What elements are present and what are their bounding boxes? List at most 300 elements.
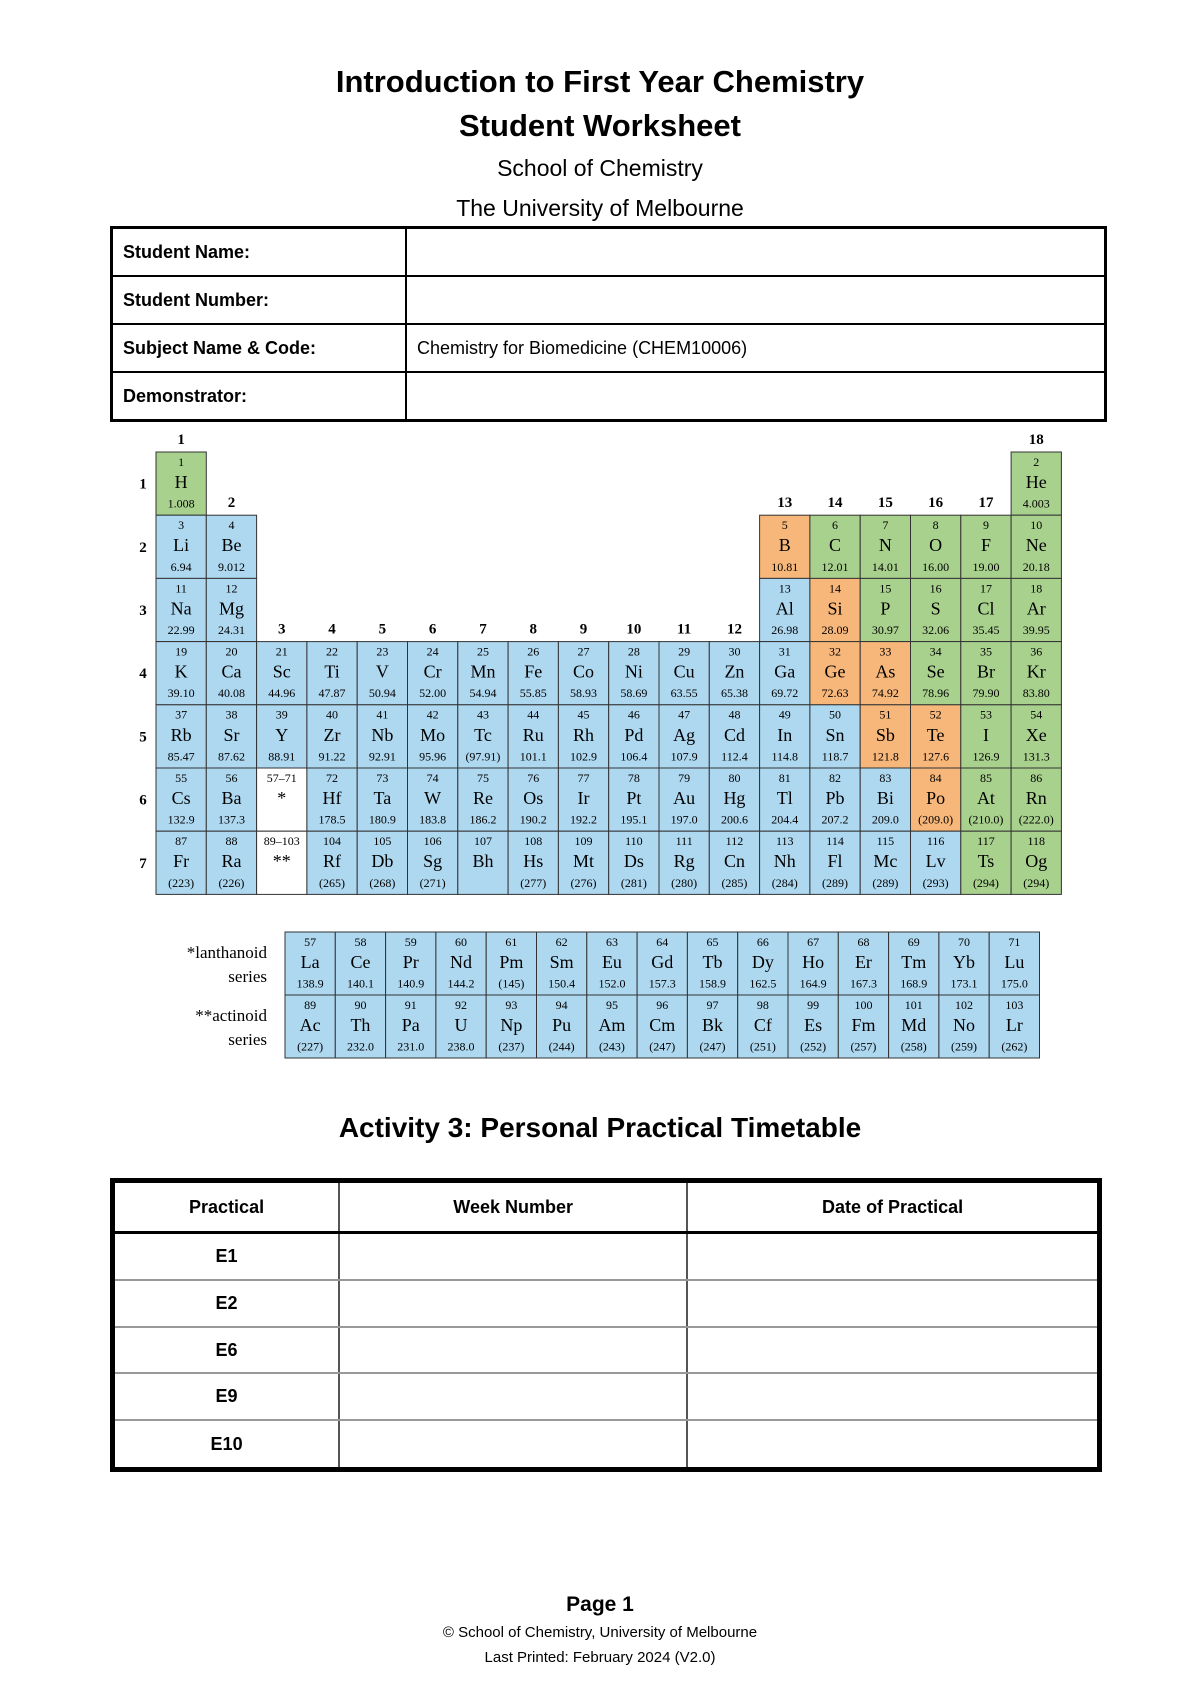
element-symbol: Xe <box>1025 724 1047 745</box>
atomic-mass: (237) <box>498 1039 525 1054</box>
atomic-number: 21 <box>275 644 288 659</box>
element-symbol: H <box>174 472 188 493</box>
element-symbol: Mt <box>573 851 595 872</box>
group-label: 16 <box>928 495 944 512</box>
atomic-mass: 162.5 <box>749 976 777 991</box>
group-label: 6 <box>428 621 437 638</box>
element-symbol: Cd <box>723 724 745 745</box>
student-number-field[interactable] <box>406 276 1106 324</box>
atomic-mass: 83.80 <box>1022 686 1050 701</box>
atomic-mass: 14.01 <box>871 559 899 574</box>
period-label: 4 <box>139 666 147 683</box>
element-symbol: Li <box>173 535 190 556</box>
atomic-mass: (222.0) <box>1018 812 1054 827</box>
element-symbol: Mo <box>420 724 446 745</box>
atomic-number: 104 <box>323 834 342 849</box>
atomic-mass: 22.99 <box>167 623 195 638</box>
atomic-number: 60 <box>455 934 468 949</box>
atomic-number: 31 <box>778 644 791 659</box>
last-printed-text: Last Printed: February 2024 (V2.0) <box>484 1649 716 1666</box>
atomic-number: 23 <box>376 644 389 659</box>
element-symbol: Fm <box>851 1014 876 1035</box>
atomic-number: 114 <box>826 834 844 849</box>
atomic-number: 40 <box>326 707 339 722</box>
atomic-mass: 92.91 <box>368 749 396 764</box>
atomic-number: 51 <box>879 707 892 722</box>
element-symbol: Nd <box>450 951 473 972</box>
atomic-mass: 101.1 <box>519 749 547 764</box>
element-symbol: Nh <box>773 851 796 872</box>
atomic-mass: 6.94 <box>170 559 192 574</box>
element-symbol: Ru <box>522 724 544 745</box>
element-symbol: Pr <box>402 951 419 972</box>
atomic-mass: 232.0 <box>346 1039 374 1054</box>
element-symbol: Ac <box>299 1014 321 1035</box>
element-symbol: As <box>875 661 896 682</box>
element-symbol: Tm <box>901 951 927 972</box>
atomic-mass: 16.00 <box>922 559 950 574</box>
atomic-number: 41 <box>376 707 389 722</box>
atomic-mass: 30.97 <box>871 623 899 638</box>
column-header-week: Week Number <box>339 1181 687 1233</box>
atomic-number: 72 <box>326 770 339 785</box>
atomic-number: 76 <box>527 770 540 785</box>
atomic-number: 3 <box>178 518 185 533</box>
atomic-number: 47 <box>678 707 691 722</box>
group-label: 15 <box>877 495 893 512</box>
atomic-number: 87 <box>175 834 188 849</box>
group-label: 18 <box>1028 432 1044 448</box>
atomic-mass: 78.96 <box>922 686 950 701</box>
element-symbol: F <box>980 535 991 556</box>
element-symbol: K <box>174 661 188 682</box>
table-row <box>113 1233 1100 1281</box>
atomic-number: 32 <box>829 644 842 659</box>
info-row-subject <box>112 324 1106 372</box>
group-label: 5 <box>378 621 387 638</box>
element-symbol: Be <box>221 535 242 556</box>
element-symbol: Tb <box>702 951 723 972</box>
element-symbol: Eu <box>601 951 622 972</box>
atomic-number: 63 <box>605 934 618 949</box>
atomic-number: 26 <box>527 644 540 659</box>
timetable-header-row <box>113 1181 1100 1233</box>
table-row <box>113 1420 1100 1470</box>
atomic-mass: 231.0 <box>397 1039 425 1054</box>
atomic-mass: (251) <box>749 1039 776 1054</box>
info-label: Student Number: <box>112 276 407 324</box>
atomic-mass: 118.7 <box>821 749 849 764</box>
university-name: The University of Melbourne <box>456 195 744 221</box>
element-symbol: He <box>1025 472 1047 493</box>
element-symbol: V <box>375 661 389 682</box>
atomic-number: 70 <box>958 934 971 949</box>
element-symbol: Bk <box>702 1014 724 1035</box>
atomic-number: 2 <box>1033 454 1040 469</box>
atomic-mass: 69.72 <box>771 686 799 701</box>
atomic-mass: 85.47 <box>167 749 195 764</box>
atomic-number: 85 <box>979 770 992 785</box>
element-symbol: Bi <box>876 788 894 809</box>
element-symbol: Re <box>472 788 493 809</box>
atomic-mass: 190.2 <box>519 812 547 827</box>
atomic-number: 50 <box>829 707 842 722</box>
practical-code: E2 <box>113 1280 340 1327</box>
atomic-number: 8 <box>932 518 939 533</box>
atomic-mass: 40.08 <box>217 686 245 701</box>
element-symbol: Es <box>804 1014 823 1035</box>
atomic-number: 109 <box>574 834 593 849</box>
actinoid-series-label: **actinoid <box>195 1006 267 1025</box>
element-symbol: Rn <box>1025 788 1047 809</box>
atomic-number: 9 <box>982 518 989 533</box>
atomic-number: 38 <box>225 707 238 722</box>
atomic-mass: 144.2 <box>447 976 475 991</box>
atomic-mass: 65.38 <box>720 686 748 701</box>
atomic-number: 66 <box>756 934 769 949</box>
atomic-number: 67 <box>807 934 820 949</box>
element-symbol: Rf <box>323 851 342 872</box>
atomic-number: 83 <box>879 770 892 785</box>
atomic-mass: 32.06 <box>922 623 950 638</box>
group-label: 2 <box>227 495 236 512</box>
atomic-mass: 35.45 <box>972 623 1000 638</box>
date-cell[interactable] <box>687 1327 1099 1374</box>
atomic-number: 33 <box>879 644 892 659</box>
period-label: 5 <box>139 729 147 746</box>
group-label: 7 <box>479 621 487 638</box>
atomic-mass: (281) <box>620 875 647 890</box>
atomic-number: 98 <box>756 997 769 1012</box>
element-symbol: O <box>929 535 943 556</box>
atomic-mass: 126.9 <box>972 749 1000 764</box>
info-label: Student Name: <box>112 228 407 277</box>
element-symbol: Hf <box>322 788 342 809</box>
element-symbol: Ds <box>623 851 644 872</box>
atomic-number: 17 <box>979 581 992 596</box>
atomic-mass: (262) <box>1001 1039 1028 1054</box>
table-row <box>113 1327 1100 1374</box>
element-symbol: Kr <box>1026 661 1046 682</box>
atomic-mass: 24.31 <box>217 623 245 638</box>
element-symbol: U <box>454 1014 468 1035</box>
atomic-mass: 28.09 <box>821 623 849 638</box>
atomic-number: 25 <box>476 644 489 659</box>
atomic-number: 84 <box>929 770 942 785</box>
atomic-number: 48 <box>728 707 741 722</box>
atomic-mass: 195.1 <box>620 812 648 827</box>
element-symbol: Ir <box>577 788 590 809</box>
element-symbol: Cf <box>753 1014 772 1035</box>
date-cell[interactable] <box>687 1420 1099 1470</box>
atomic-mass: 44.96 <box>268 686 296 701</box>
atomic-number: 12 <box>225 581 238 596</box>
element-symbol: Bh <box>472 851 494 872</box>
atomic-mass: 197.0 <box>670 812 698 827</box>
atomic-mass: 74.92 <box>871 686 899 701</box>
atomic-mass: 55.85 <box>519 686 547 701</box>
atomic-number: 78 <box>627 770 640 785</box>
atomic-mass: 150.4 <box>548 976 576 991</box>
atomic-number: 13 <box>778 581 791 596</box>
atomic-mass: 63.55 <box>670 686 698 701</box>
document-header <box>0 60 1200 228</box>
element-symbol: Ga <box>774 661 796 682</box>
element-symbol: Ta <box>373 788 392 809</box>
atomic-mass: 132.9 <box>167 812 195 827</box>
element-symbol: Ca <box>221 661 242 682</box>
info-row-demonstrator <box>112 372 1106 421</box>
element-symbol: Db <box>371 851 394 872</box>
date-cell[interactable] <box>687 1280 1099 1327</box>
element-symbol: Cs <box>171 788 191 809</box>
element-symbol: Pd <box>624 724 644 745</box>
atomic-number: 95 <box>605 997 618 1012</box>
atomic-number: 81 <box>778 770 791 785</box>
element-symbol: N <box>878 535 892 556</box>
element-symbol: Ce <box>350 951 371 972</box>
element-symbol: Ag <box>673 724 696 745</box>
atomic-number: 96 <box>656 997 669 1012</box>
atomic-mass: 138.9 <box>296 976 324 991</box>
atomic-mass: (294) <box>1023 875 1050 890</box>
group-label: 1 <box>177 432 185 448</box>
group-label: 8 <box>529 621 537 638</box>
week-number-cell[interactable] <box>339 1327 687 1374</box>
date-cell[interactable] <box>687 1373 1099 1420</box>
document-title: Introduction to First Year Chemistry <box>335 64 865 99</box>
atomic-mass: 79.90 <box>972 686 1000 701</box>
element-symbol: Si <box>827 598 843 619</box>
atomic-mass: (280) <box>671 875 698 890</box>
atomic-mass: (252) <box>800 1039 827 1054</box>
info-label: Subject Name & Code: <box>112 324 407 372</box>
atomic-mass: 200.6 <box>720 812 748 827</box>
atomic-mass: (145) <box>498 976 525 991</box>
element-symbol: Hg <box>723 788 746 809</box>
element-symbol: * <box>277 788 287 809</box>
element-symbol: Pt <box>626 788 642 809</box>
element-symbol: Sc <box>272 661 291 682</box>
element-symbol: Sr <box>223 724 240 745</box>
atomic-mass: (289) <box>822 875 849 890</box>
atomic-mass: 47.87 <box>318 686 346 701</box>
element-symbol: Sg <box>423 851 443 872</box>
atomic-number: 71 <box>1008 934 1021 949</box>
element-symbol: Cr <box>423 661 442 682</box>
element-symbol: Yb <box>953 951 976 972</box>
element-symbol: Ra <box>221 851 242 872</box>
atomic-number: 43 <box>476 707 489 722</box>
atomic-number: 29 <box>678 644 691 659</box>
atomic-mass: 88.91 <box>268 749 296 764</box>
atomic-number: 39 <box>275 707 288 722</box>
atomic-mass: 50.94 <box>368 686 396 701</box>
atomic-number: 93 <box>505 997 518 1012</box>
atomic-number: 79 <box>678 770 691 785</box>
element-symbol: Lv <box>925 851 946 872</box>
atomic-number: 30 <box>728 644 741 659</box>
atomic-mass: (259) <box>951 1039 978 1054</box>
atomic-mass: 20.18 <box>1022 559 1050 574</box>
atomic-mass: (276) <box>570 875 597 890</box>
atomic-mass: (210.0) <box>968 812 1004 827</box>
atomic-number: 45 <box>577 707 590 722</box>
week-number-cell[interactable] <box>339 1280 687 1327</box>
atomic-mass: 4.003 <box>1022 496 1050 511</box>
atomic-mass: 1.008 <box>167 496 195 511</box>
group-label: 13 <box>777 495 793 512</box>
column-header-practical: Practical <box>113 1181 340 1233</box>
atomic-mass: 167.3 <box>849 976 877 991</box>
atomic-number: 53 <box>979 707 992 722</box>
atomic-number: 4 <box>228 518 235 533</box>
atomic-number: 34 <box>929 644 942 659</box>
atomic-mass: (226) <box>218 875 245 890</box>
atomic-number: 52 <box>929 707 942 722</box>
atomic-mass: 186.2 <box>469 812 497 827</box>
atomic-number: 80 <box>728 770 741 785</box>
element-symbol: Pu <box>552 1014 572 1035</box>
atomic-number: 90 <box>354 997 367 1012</box>
atomic-mass: 121.8 <box>871 749 899 764</box>
atomic-number: 69 <box>907 934 920 949</box>
element-symbol: Fl <box>827 851 843 872</box>
subject-field[interactable]: Chemistry for Biomedicine (CHEM10006) <box>406 324 1106 372</box>
atomic-mass: 58.69 <box>620 686 648 701</box>
element-symbol: Mc <box>873 851 898 872</box>
activity-title: Activity 3: Personal Practical Timetable <box>338 1112 862 1143</box>
element-symbol: Os <box>523 788 544 809</box>
atomic-number: 10 <box>1030 518 1043 533</box>
atomic-mass: 52.00 <box>419 686 447 701</box>
atomic-mass: 183.8 <box>419 812 447 827</box>
atomic-number: 115 <box>876 834 895 849</box>
atomic-mass: 26.98 <box>771 623 799 638</box>
lanthanoid-series-label: series <box>228 967 267 986</box>
atomic-mass: 137.3 <box>217 812 245 827</box>
group-label: 17 <box>978 495 994 512</box>
atomic-number: 103 <box>1005 997 1024 1012</box>
element-symbol: Th <box>350 1014 371 1035</box>
atomic-mass: (284) <box>771 875 798 890</box>
atomic-number: 14 <box>829 581 842 596</box>
atomic-number: 27 <box>577 644 590 659</box>
atomic-number: 6 <box>832 518 839 533</box>
element-symbol: Ts <box>977 851 995 872</box>
element-symbol: Au <box>673 788 696 809</box>
element-symbol: Co <box>573 661 595 682</box>
element-symbol: Pa <box>401 1014 420 1035</box>
element-symbol: Md <box>901 1014 927 1035</box>
student-name-field[interactable] <box>406 228 1106 277</box>
element-symbol: B <box>778 535 791 556</box>
atomic-mass: (293) <box>922 875 949 890</box>
element-symbol: I <box>982 724 989 745</box>
atomic-number: 11 <box>175 581 187 596</box>
atomic-number: 57 <box>304 934 317 949</box>
week-number-cell[interactable] <box>339 1233 687 1281</box>
atomic-number: 89–103 <box>263 834 300 849</box>
atomic-mass: (223) <box>168 875 195 890</box>
atomic-number: 49 <box>778 707 791 722</box>
element-symbol: Gd <box>651 951 674 972</box>
school-name: School of Chemistry <box>497 155 703 181</box>
element-symbol: Sn <box>825 724 845 745</box>
atomic-mass: 192.2 <box>570 812 598 827</box>
atomic-number: 111 <box>675 834 693 849</box>
atomic-mass: 140.9 <box>397 976 425 991</box>
atomic-number: 56 <box>225 770 238 785</box>
group-label: 14 <box>827 495 843 512</box>
atomic-number: 75 <box>476 770 489 785</box>
atomic-mass: 58.93 <box>570 686 598 701</box>
info-row-student-name <box>112 228 1106 277</box>
group-label: 12 <box>726 621 742 638</box>
atomic-number: 62 <box>555 934 568 949</box>
student-info-table <box>110 226 1107 422</box>
atomic-number: 65 <box>706 934 719 949</box>
period-label: 2 <box>139 539 147 556</box>
atomic-number: 54 <box>1030 707 1043 722</box>
copyright-text: © School of Chemistry, University of Melbourne <box>442 1624 758 1641</box>
element-symbol: Po <box>926 788 946 809</box>
element-symbol: S <box>930 598 941 619</box>
week-number-cell[interactable] <box>339 1373 687 1420</box>
atomic-mass: 204.4 <box>771 812 799 827</box>
atomic-number: 97 <box>706 997 719 1012</box>
atomic-mass: (97.91) <box>465 749 501 764</box>
periodic-table <box>130 426 1080 1066</box>
element-symbol: Zr <box>323 724 341 745</box>
atomic-number: 116 <box>926 834 945 849</box>
element-symbol: La <box>300 951 320 972</box>
period-label: 7 <box>139 855 147 872</box>
atomic-number: 74 <box>426 770 439 785</box>
atomic-number: 88 <box>225 834 238 849</box>
element-symbol: Fe <box>524 661 543 682</box>
group-label: 3 <box>278 621 286 638</box>
element-symbol: Rb <box>170 724 192 745</box>
atomic-number: 5 <box>781 518 788 533</box>
atomic-mass: 131.3 <box>1022 749 1050 764</box>
element-symbol: Fr <box>173 851 190 872</box>
atomic-number: 22 <box>326 644 339 659</box>
date-cell[interactable] <box>687 1233 1099 1281</box>
atomic-mass: 10.81 <box>771 559 799 574</box>
atomic-number: 106 <box>423 834 442 849</box>
atomic-mass: 87.62 <box>217 749 245 764</box>
element-symbol: Zn <box>724 661 745 682</box>
atomic-number: 55 <box>175 770 188 785</box>
atomic-mass: 54.94 <box>469 686 497 701</box>
column-header-date: Date of Practical <box>687 1181 1099 1233</box>
demonstrator-field[interactable] <box>406 372 1106 421</box>
element-symbol: Ar <box>1026 598 1046 619</box>
group-label: 9 <box>579 621 588 638</box>
period-label: 1 <box>139 476 147 493</box>
element-symbol: P <box>880 598 891 619</box>
atomic-mass: 158.9 <box>699 976 727 991</box>
atomic-mass: 107.9 <box>670 749 698 764</box>
atomic-number: 35 <box>979 644 992 659</box>
atomic-mass: (294) <box>972 875 999 890</box>
element-symbol: Mn <box>470 661 496 682</box>
atomic-number: 15 <box>879 581 892 596</box>
element-symbol: Ne <box>1025 535 1047 556</box>
atomic-number: 91 <box>404 997 417 1012</box>
week-number-cell[interactable] <box>339 1420 687 1470</box>
